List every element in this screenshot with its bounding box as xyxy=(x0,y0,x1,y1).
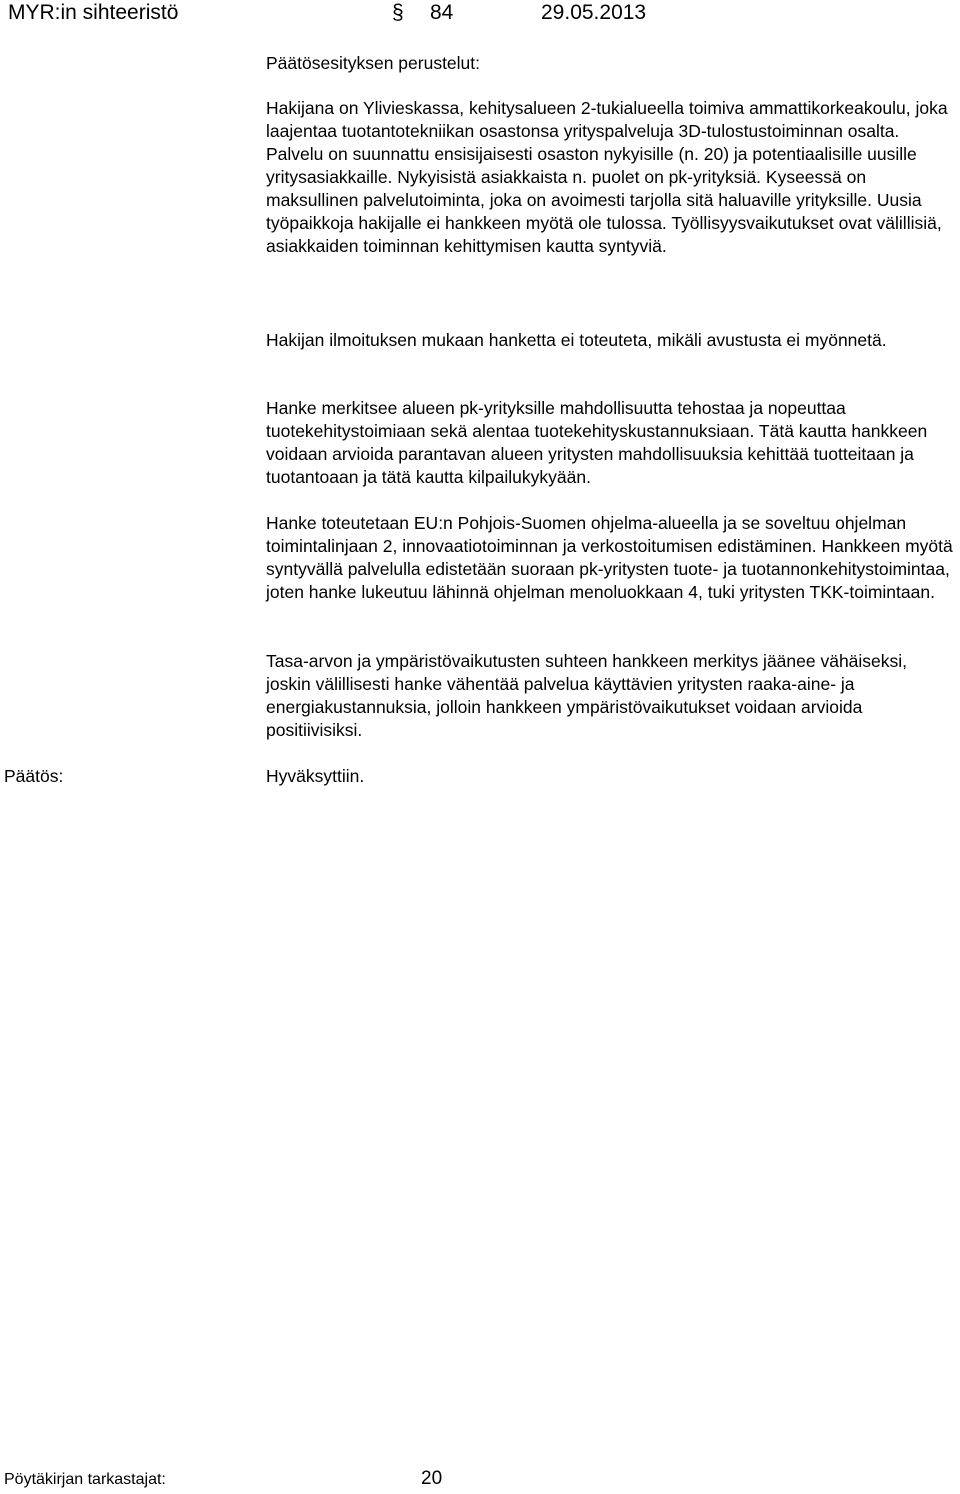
paragraph-text: Hanke toteutetaan EU:n Pohjois-Suomen ohjelma-alueella ja se soveltuu ohjelman toimintalinjaan 2, innovaatiotoiminnan ja verkostoitumisen edistäminen. Hankkeen myötä syntyvällä palvelulla edistetään suoraan pk-yritysten tuote- ja tuotannonkehitystoimintaa, joten hanke lukeutuu lähinnä ohjelman menoluokkaan 4, tuki yritysten TKK-toimintaan. xyxy=(266,513,953,602)
decision-text: Hyväksyttiin. xyxy=(266,766,365,786)
decision-label: Päätös: xyxy=(4,766,64,786)
paragraph-text: Tasa-arvon ja ympäristövaikutusten suhteen hankkeen merkitys jäänee vähäiseksi, joskin välillisesti hanke vähentää palvelua käyttävien yritysten raaka-aine- ja energiakustannuksia, jolloin hankkeen ympäristövaikutukset voidaan arvioida positiivisiksi. xyxy=(266,651,908,740)
paragraph-text: Hakijan ilmoituksen mukaan hanketta ei toteuteta, mikäli avustusta ei myönnetä. xyxy=(266,330,887,350)
paragraph-impact xyxy=(266,397,954,489)
paragraph-text: Hakijana on Ylivieskassa, kehitysalueen 2-tukialueella toimiva ammattikorkeakoulu, joka laajentaa tuotantotekniikan osastonsa yrityspalveluja 3D-tulostustoiminnan osalta. Palvelu on suunnattu ensisijaisesti osaston nykyisille (n. 20) ja potentiaalisille uusille yritysasiakkaille. Nykyisistä asiakkaista n. puolet on pk-yrityksiä. Kyseessä on maksullinen palvelutoiminta, joka on avoimesti tarjolla sitä haluaville yrityksille. Uusia työpaikkoja hakijalle ei hankkeen myötä ole tulossa. Työllisyysvaikutukset ovat välillisiä, asiakkaiden toiminnan kehittymisen kautta syntyviä. xyxy=(266,98,948,256)
section-symbol: § xyxy=(392,1,404,24)
paragraph-applicant xyxy=(266,97,954,258)
heading-text: Päätösesityksen perustelut: xyxy=(266,53,481,73)
footer-page-number: 20 xyxy=(421,1468,443,1489)
page-header xyxy=(8,0,948,26)
footer-inspectors-label: Pöytäkirjan tarkastajat: xyxy=(4,1471,166,1488)
justification-heading xyxy=(266,52,954,75)
organization-name: MYR:in sihteeristö xyxy=(8,1,179,24)
paragraph-environment xyxy=(266,650,954,742)
section-number: 84 xyxy=(430,1,454,24)
paragraph-program xyxy=(266,512,954,604)
paragraph-text: Hanke merkitsee alueen pk-yrityksille mahdollisuutta tehostaa ja nopeuttaa tuotekehitystoimiaan sekä alentaa tuotekehityskustannuksiaan. Tätä kautta hankkeen voidaan arvioida parantavan alueen yritysten mahdollisuuksia kehittää tuotteitaan ja tuotantoaan ja tätä kautta kilpailukykyään. xyxy=(266,398,928,487)
paragraph-condition xyxy=(266,329,954,352)
meeting-date: 29.05.2013 xyxy=(541,1,647,24)
